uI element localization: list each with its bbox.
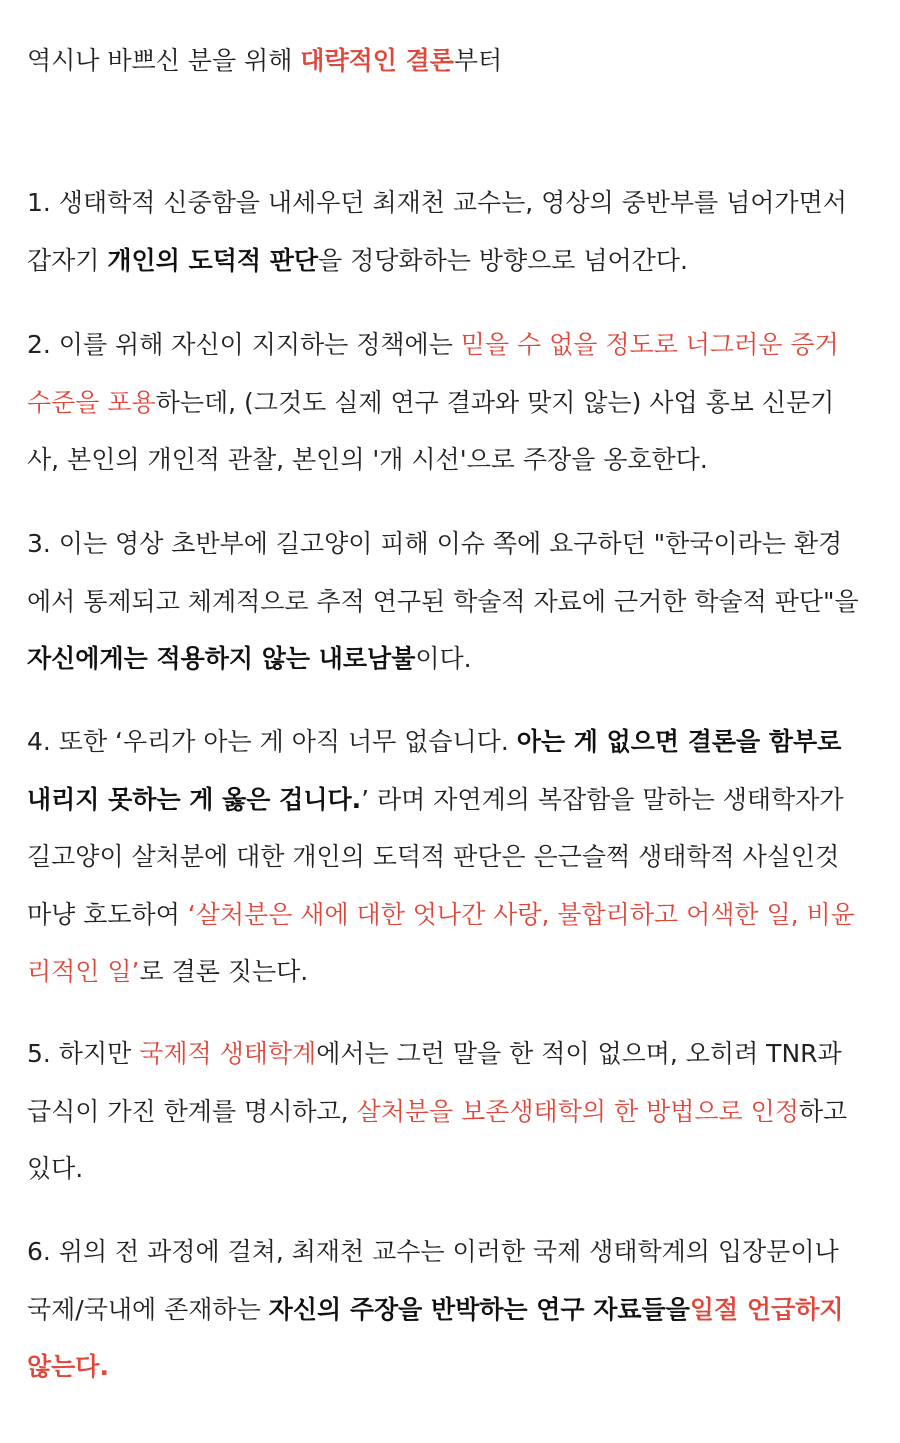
text-segment: 4. 또한 ‘우리가 아는 게 아직 너무 없습니다. [27,727,517,756]
paragraph-line [27,943,877,1001]
paragraph-line: 6. 위의 전 과정에 걸쳐, 최재천 교수는 이러한 국제 생태학계의 입장문이나 [27,1237,839,1266]
text-segment: ’ 라며 자연계의 복잡함을 말하는 생태학자가 [361,784,844,814]
intro-text: 역시나 바쁘신 분을 위해 [27,46,301,75]
paragraph-line: 않는다. [27,1352,109,1381]
red-segment: 국제적 생태학계 [139,1039,317,1068]
paragraph-line [27,630,877,688]
paragraph-line [27,1281,877,1339]
text-segment: 급식이 가진 한계를 명시하고, [27,1096,357,1126]
paragraph-line: 길고양이 살처분에 대한 개인의 도덕적 판단은 은근슬쩍 생태학적 사실인것 [27,842,840,871]
red-segment: 믿을 수 없을 정도로 너그러운 증거 [460,330,839,359]
red-segment: 수준을 포용 [27,387,156,417]
paragraph-line: 있다. [27,1154,84,1183]
paragraph-line: 사, 본인의 개인적 관찰, 본인의 '개 시선'으로 주장을 옹호한다. [27,445,708,474]
red-bold-segment: 일절 언급하지 [689,1294,844,1324]
paragraph-line: 3. 이는 영상 초반부에 길고양이 피해 이슈 쪽에 요구하던 "한국이라는 환경 [27,529,843,558]
text-segment: 이다. [415,644,472,673]
intro-highlight: 대략적인 결론 [300,46,454,75]
paragraph-4 [27,713,877,1001]
bold-segment: 개인의 도덕적 판단 [107,245,319,275]
paragraph-line [27,374,877,432]
text-segment: 을 정당화하는 방향으로 넘어간다. [318,245,688,275]
text-segment: 로 결론 짓는다. [139,957,309,986]
text-segment: 2. 이를 위해 자신이 지지하는 정책에는 [27,330,461,359]
text-segment: 하고 [798,1096,848,1126]
bold-segment: 자신의 주장을 반박하는 연구 자료들을 [268,1294,690,1324]
intro-line [27,43,877,79]
paragraph-line: 1. 생태학적 신중함을 내세우던 최재천 교수는, 영상의 중반부를 넘어가면서 [27,188,847,217]
text-segment: 하는데, (그것도 실제 연구 결과와 맞지 않는) 사업 홍보 신문기 [155,387,835,417]
bold-segment: 아는 게 없으면 결론을 함부로 [516,727,842,756]
text-segment: 마냥 호도하여 [27,899,188,929]
paragraph-line [27,1083,877,1141]
paragraph-line [27,886,877,944]
text-segment: 국제/국내에 존재하는 [27,1294,269,1324]
bold-segment: 자신에게는 적용하지 않는 내로남불 [27,644,416,673]
text-segment: 에서는 그런 말을 한 적이 없으며, 오히려 TNR과 [316,1039,842,1068]
red-segment: 살처분을 보존생태학의 한 방법으로 인정 [356,1096,799,1126]
paragraph-line [27,232,877,290]
paragraph-6 [27,1223,877,1396]
bold-segment: 내리지 못하는 게 옳은 겁니다. [27,784,362,814]
paragraph-5 [27,1025,877,1198]
paragraph-line: 에서 통제되고 체계적으로 추적 연구된 학술적 자료에 근거한 학술적 판단"을 [27,586,859,616]
paragraph-line [27,713,877,771]
text-segment: 갑자기 [27,245,108,275]
paragraph-line [27,771,877,829]
paragraph-1 [27,174,877,289]
intro-text-end: 부터 [453,46,503,75]
paragraph-line [27,316,877,374]
red-segment: 리적인 일’ [27,957,140,986]
red-segment: ‘살처분은 새에 대한 엇나간 사랑, 불합리하고 어색한 일, 비윤 [187,899,855,929]
paragraph-3 [27,515,877,688]
text-segment: 5. 하지만 [27,1039,140,1068]
paragraph-line [27,1025,877,1083]
paragraph-2 [27,316,877,489]
